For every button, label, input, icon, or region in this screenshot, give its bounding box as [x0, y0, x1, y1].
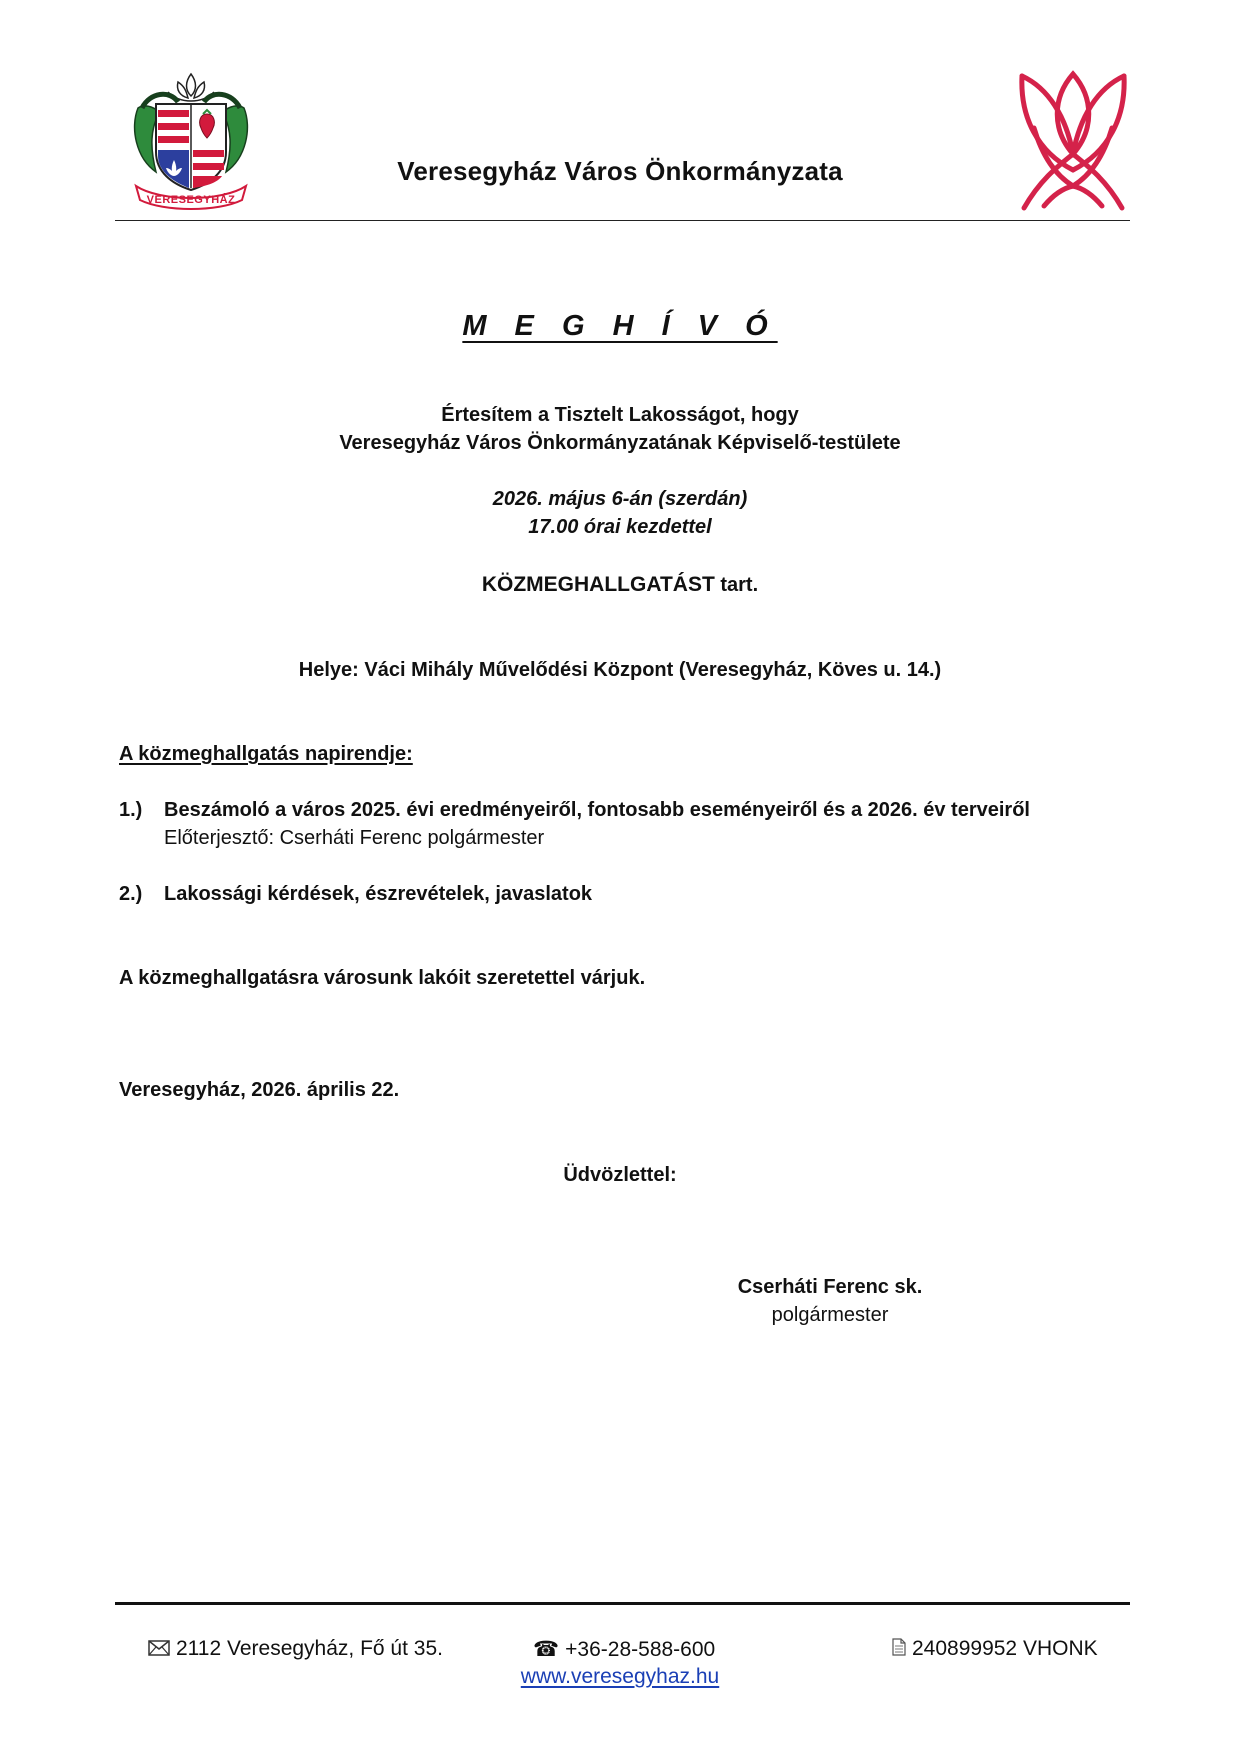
- coat-of-arms-logo: [130, 68, 252, 210]
- city-brand-logo: [1014, 68, 1132, 213]
- agenda-item-2-number: 2.): [119, 883, 143, 905]
- agenda-item-1-number: 1.): [119, 799, 143, 821]
- meeting-date: 2026. május 6-án (szerdán): [492, 488, 748, 510]
- phone-icon: ☎: [533, 1638, 560, 1661]
- footer-website: [0, 1665, 1240, 1689]
- place-and-date: Veresegyház, 2026. április 22.: [119, 1079, 400, 1101]
- registry-text: 240899952 VHONK: [912, 1637, 1098, 1660]
- invitation-text: A közmeghallgatásra városunk lakóit szeretettel várjuk.: [119, 967, 646, 989]
- event-rest: tart.: [714, 574, 759, 596]
- meeting-time: 17.00 órai kezdettel: [528, 516, 712, 538]
- organization-name: Veresegyház Város Önkormányzata: [397, 156, 843, 186]
- agenda-heading: A közmeghallgatás napirendje:: [119, 743, 413, 765]
- phone-text[interactable]: +36-28-588-600: [565, 1638, 716, 1661]
- agenda-item-2-text: Lakossági kérdések, észrevételek, javaslatok: [164, 883, 593, 905]
- header-divider: [115, 220, 1130, 221]
- address-text: 2112 Veresegyház, Fő út 35.: [176, 1637, 443, 1660]
- meeting-location: Helye: Váci Mihály Művelődési Központ (Veresegyház, Köves u. 14.): [298, 659, 942, 681]
- ribbon-text: VERESEGYHÁZ: [146, 194, 236, 206]
- intro-line-1: Értesítem a Tisztelt Lakosságot, hogy: [441, 404, 799, 426]
- event-type: KÖZMEGHALLGATÁST: [481, 573, 715, 596]
- envelope-icon: [148, 1637, 170, 1661]
- event-line: [0, 573, 1240, 597]
- document-icon: [892, 1637, 906, 1661]
- document-title: M E G H Í V Ó: [462, 310, 778, 342]
- footer-phone: [533, 1637, 715, 1662]
- website-link[interactable]: www.veresegyhaz.hu: [520, 1665, 720, 1688]
- intro-line-2: Veresegyház Város Önkormányzatának Képviselő-testülete: [339, 432, 901, 454]
- footer-registry: [892, 1637, 1098, 1661]
- footer-address: [148, 1637, 443, 1661]
- signer-name: Cserháti Ferenc sk.: [737, 1276, 923, 1298]
- agenda-item-1-presenter: Előterjesztő: Cserháti Ferenc polgármester: [164, 827, 545, 849]
- agenda-item-1-text: Beszámoló a város 2025. évi eredményeiről, fontosabb eseményeiről és a 2026. év terveiről: [164, 799, 1030, 821]
- signer-title: polgármester: [771, 1304, 889, 1326]
- greeting: Üdvözlettel:: [563, 1164, 677, 1186]
- footer-divider: [115, 1602, 1130, 1605]
